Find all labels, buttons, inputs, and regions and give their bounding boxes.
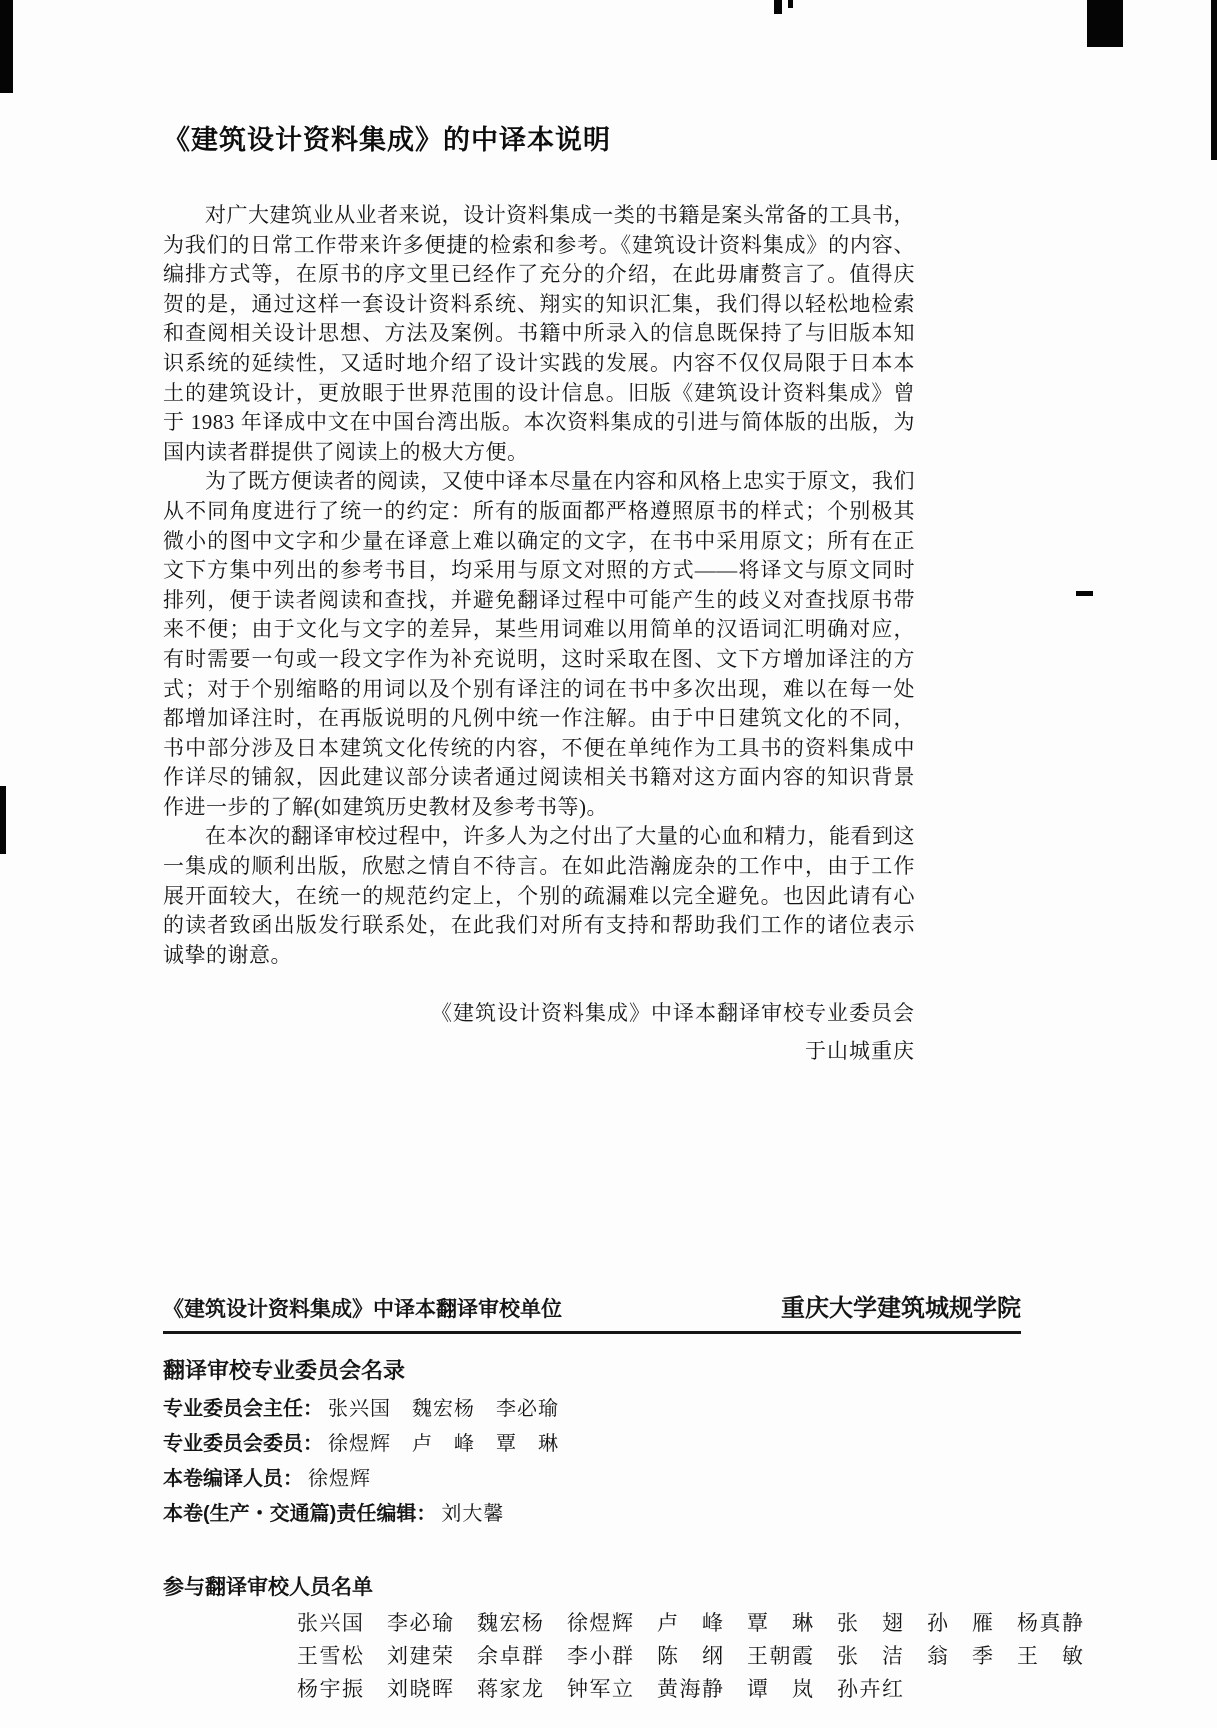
review-unit-label: 《建筑设计资料集成》中译本翻译审校单位 xyxy=(163,1298,562,1321)
participant-row-1: 张兴国 李必瑜 魏宏杨 徐煜辉 卢 峰 覃 琳 张 翅 孙 雁 杨真静 xyxy=(297,1611,1085,1635)
roster-names: 张兴国 魏宏杨 李必瑜 xyxy=(328,1398,559,1420)
paragraph-1: 对广大建筑业从业者来说，设计资料集成一类的书籍是案头常备的工具书，为我们的日常工作带来许多便捷的检索和参考。《建筑设计资料集成》的内容、编排方式等，在原书的序文里已经作了充分的介绍，在此毋庸赘言了。值得庆贺的是，通过这样一套设计资料系统、翔实的知识汇集，我们得以轻松地检索和查阅相关设计思想、方法及案例。书籍中所录入的信息既保持了与旧版本知识系统的延续性，又适时地介绍了设计实践的发展。内容不仅仅局限于日本本土的建筑设计，更放眼于世界范围的设计信息。旧版《建筑设计资料集成》曾于 1983 年译成中文在中国台湾出版。本次资料集成的引进与简体版的出版，为国内读者群提供了阅读上的极大方便。 xyxy=(163,203,915,464)
scan-artifact-top-tick-2 xyxy=(788,0,793,8)
credits-section xyxy=(163,1288,1085,1701)
signature-location: 于山城重庆 xyxy=(805,1039,915,1064)
participants-title: 参与翻译审校人员名单 xyxy=(163,1576,373,1599)
roster-label: 专业委员会主任： xyxy=(163,1398,323,1420)
roster-label: 本卷编译人员： xyxy=(163,1468,303,1490)
paragraph-3: 在本次的翻译审校过程中，许多人为之付出了大量的心血和精力，能看到这一集成的顺利出版，欣慰之情自不待言。在如此浩瀚庞杂的工作中，由于工作展开面较大，在统一的规范约定上，个别的疏漏难以完全避免。也因此请有心的读者致函出版发行联系处，在此我们对所有支持和帮助我们工作的诸位表示诚挚的谢意。 xyxy=(163,824,915,967)
scan-artifact-top-tick-1 xyxy=(774,0,782,14)
roster-label: 专业委员会委员： xyxy=(163,1433,323,1455)
roster-names: 徐煜辉 xyxy=(308,1468,371,1490)
scan-artifact-right-edge xyxy=(1211,0,1217,160)
roster-row-members xyxy=(163,1433,1021,1455)
roster-names: 刘大馨 xyxy=(441,1503,505,1525)
signature-committee: 《建筑设计资料集成》中译本翻译审校专业委员会 xyxy=(431,1001,915,1026)
scan-artifact-top-right-block xyxy=(1087,0,1123,47)
roster-names: 徐煜辉 卢 峰 覃 琳 xyxy=(328,1433,559,1455)
page-title: 《建筑设计资料集成》的中译本说明 xyxy=(163,125,611,155)
paragraph-2: 为了既方便读者的阅读，又使中译本尽量在内容和风格上忠实于原文，我们从不同角度进行了统一的约定：所有的版面都严格遵照原书的样式；个别极其微小的图中文字和少量在译意上难以确定的文字，在书中采用原文；所有在正文下方集中列出的参考书目，均采用与原文对照的方式——将译文与原文同时排列，便于读者阅读和查找，并避免翻译过程中可能产生的歧义对查找原书带来不便；由于文化与文字的差异，某些用词难以用简单的汉语词汇明确对应，有时需要一句或一段文字作为补充说明，这时采取在图、文下方增加译注的方式；对于个别缩略的用词以及个别有译注的词在书中多次出现，难以在每一处都增加译注时，在再版说明的凡例中统一作注解。由于中日建筑文化的不同，书中部分涉及日本建筑文化传统的内容，不便在单纯作为工具书的资料集成中作详尽的铺叙，因此建议部分读者通过阅读相关书籍对这方面内容的知识背景作进一步的了解(如建筑历史教材及参考书等)。 xyxy=(163,469,915,819)
roster-row-editor xyxy=(163,1503,1021,1525)
review-unit-name: 重庆大学建筑城规学院 xyxy=(781,1295,1021,1322)
roster-row-chairman xyxy=(163,1398,1021,1420)
roster-label: 本卷(生产・交通篇)责任编辑： xyxy=(163,1503,437,1525)
scan-artifact-top-left-bar xyxy=(0,0,13,93)
main-text-block xyxy=(163,118,915,1070)
signature-block xyxy=(163,994,915,1070)
scan-artifact-left-mid xyxy=(0,786,6,854)
roster-title: 翻译审校专业委员会名录 xyxy=(163,1358,406,1383)
credits-header xyxy=(163,1288,1021,1334)
participant-row-3: 杨宇振 刘晓晖 蒋家龙 钟军立 黄海静 谭 岚 孙卉红 xyxy=(297,1677,905,1701)
scan-artifact-right-dash xyxy=(1076,591,1093,596)
participant-row-2: 王雪松 刘建荣 余卓群 李小群 陈 纲 王朝霞 张 洁 翁 季 王 敏 xyxy=(297,1644,1085,1668)
roster-row-volume-translator xyxy=(163,1468,1021,1490)
